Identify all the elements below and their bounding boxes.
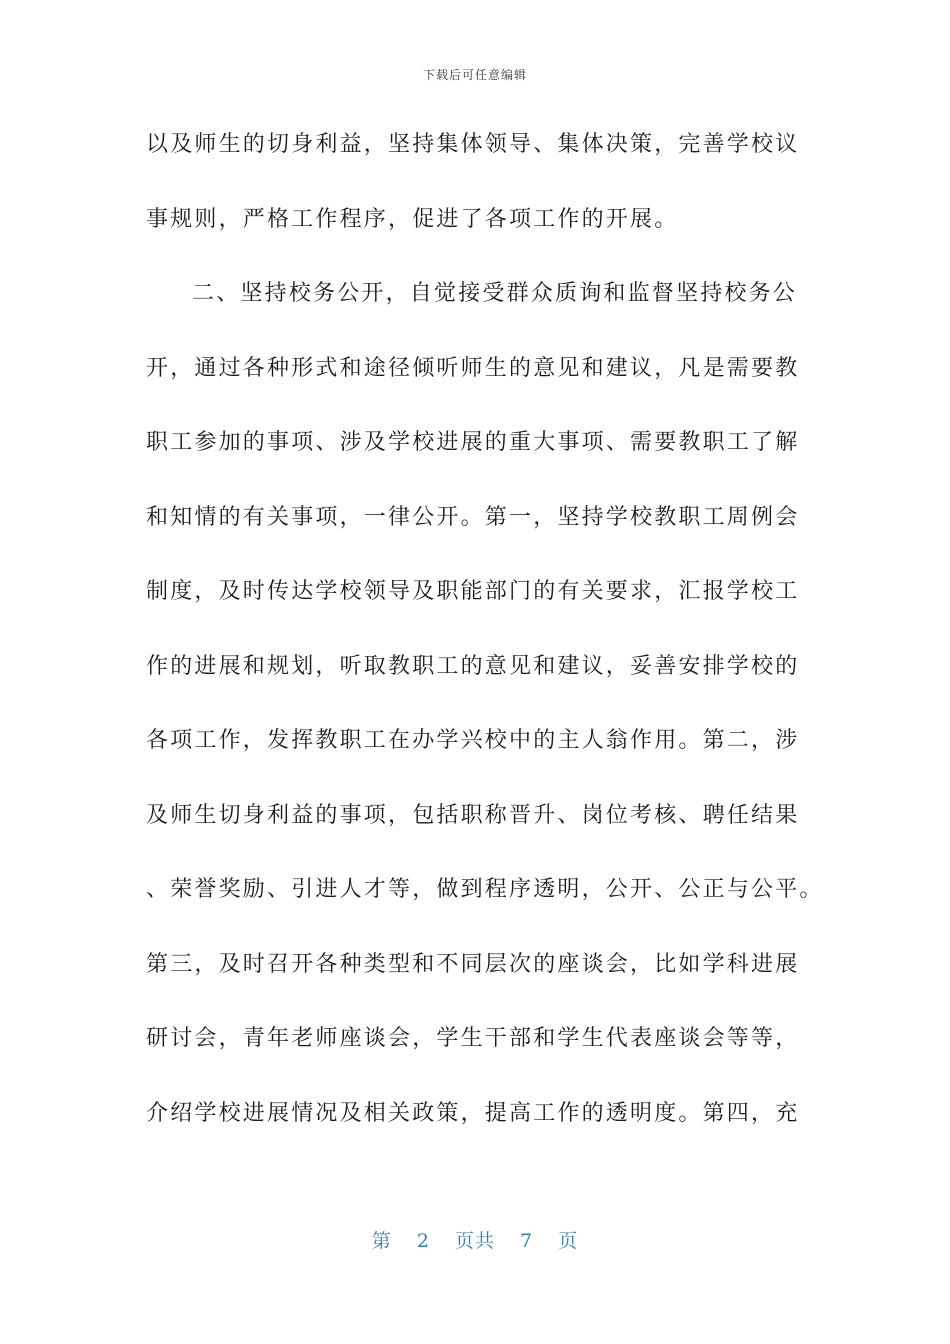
body-line: 制度，及时传达学校领导及职能部门的有关要求，汇报学校工 [146, 579, 800, 604]
footer-prefix: 第 [371, 1230, 392, 1252]
body-line: 事规则，严格工作程序，促进了各项工作的开展。 [146, 206, 679, 232]
body-line: 以及师生的切身利益，坚持集体领导、集体决策，完善学校议 [146, 132, 800, 157]
page-header: 下载后可任意编辑 [422, 68, 527, 82]
footer-middle: 页共 [454, 1230, 495, 1252]
total-pages-number: 7 [520, 1230, 534, 1252]
body-line: 职工参加的事项、涉及学校进展的重大事项、需要教职工了解 [146, 430, 800, 455]
body-line: 、荣誉奖励、引进人才等，做到程序透明，公开、公正与公平。 [146, 877, 824, 902]
document-body [146, 120, 824, 1163]
body-line: 介绍学校进展情况及相关政策，提高工作的透明度。第四，充 [146, 1100, 800, 1126]
current-page-number: 2 [416, 1230, 430, 1252]
section-heading-line: 二、坚持校务公开，自觉接受群众质询和监督坚持校务公 [192, 281, 798, 306]
body-line: 研讨会，青年老师座谈会，学生干部和学生代表座谈会等等， [146, 1026, 800, 1051]
footer-suffix: 页 [558, 1230, 579, 1252]
body-line: 开，通过各种形式和途径倾听师生的意见和建议，凡是需要教 [146, 355, 800, 381]
body-line: 各项工作，发挥教职工在办学兴校中的主人翁作用。第二，涉 [146, 728, 800, 753]
body-line: 及师生切身利益的事项，包括职称晋升、岗位考核、聘任结果 [146, 802, 800, 828]
body-line: 作的进展和规划，听取教职工的意见和建议，妥善安排学校的 [146, 653, 800, 679]
body-line: 和知情的有关事项，一律公开。第一，坚持学校教职工周例会 [146, 504, 800, 530]
body-line: 第三，及时召开各种类型和不同层次的座谈会，比如学科进展 [146, 951, 800, 977]
page-footer [0, 1226, 950, 1253]
